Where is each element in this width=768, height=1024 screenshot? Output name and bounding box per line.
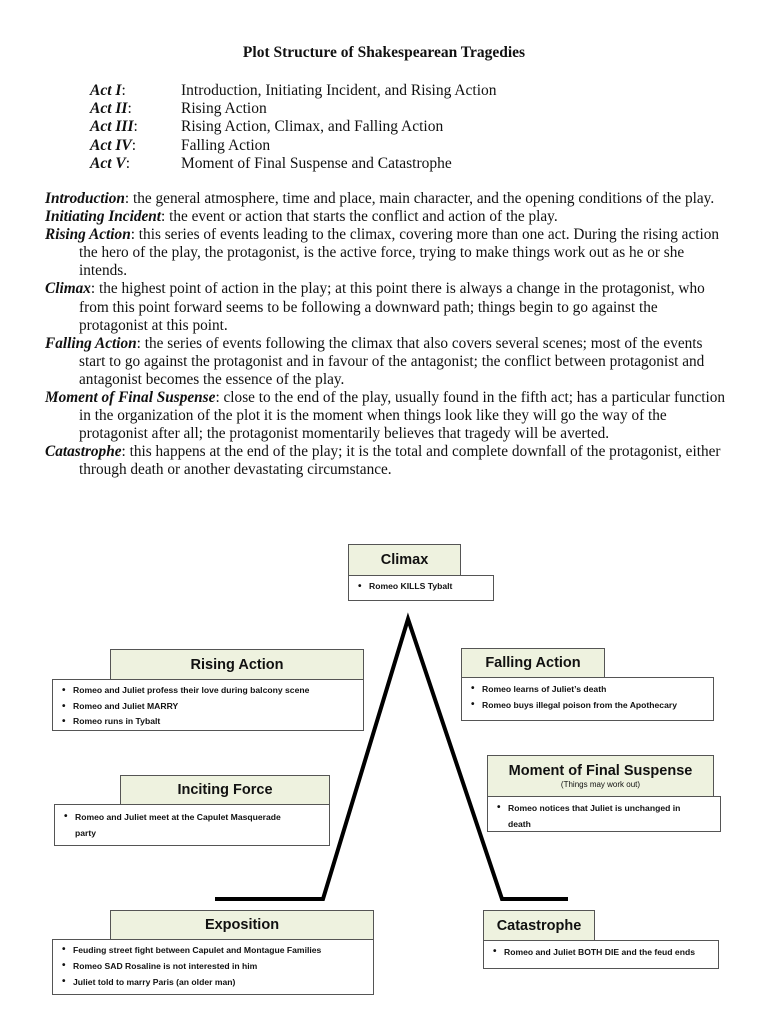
final-suspense-events xyxy=(487,796,721,832)
definition-introduction: Introduction: the general atmosphere, time and place, main character, and the opening conditions of the play. xyxy=(45,190,715,207)
list-item: • Romeo notices that Juliet is unchanged in death xyxy=(496,800,714,832)
catastrophe-events xyxy=(483,940,719,969)
catastrophe-heading: Catastrophe xyxy=(483,910,595,941)
falling-action-heading: Falling Action xyxy=(461,648,605,678)
definition-initiating-incident: Initiating Incident: the event or action that starts the conflict and action of the play. xyxy=(45,208,558,226)
list-item: • Romeo runs in Tybalt xyxy=(61,715,357,729)
act-row: Act V: Moment of Final Suspense and Catastrophe xyxy=(90,154,452,172)
act-label: Act II xyxy=(90,100,128,118)
rising-action-heading: Rising Action xyxy=(110,649,364,680)
act-description: Rising Action xyxy=(181,100,267,118)
list-item: • Romeo and Juliet BOTH DIE and the feud ends xyxy=(492,944,712,960)
climax-heading: Climax xyxy=(348,544,461,576)
act-row: Act IV: Falling Action xyxy=(90,136,271,154)
act-label: Act IV xyxy=(90,136,132,154)
definition-catastrophe: Catastrophe: this happens at the end of the play; it is the total and complete downfall of the protagonist, either through death or another devastating circumstance. xyxy=(45,443,721,479)
definition-final-suspense: Moment of Final Suspense: close to the end of the play, usually found in the fifth act; has a particular function in the organization of the plot it is the moment when things look like they will go the way of the protagonist after all; the protagonist momentarily believes that tragedy will be averted. xyxy=(45,389,726,443)
list-item: • Romeo and Juliet MARRY xyxy=(61,700,357,714)
act-label: Act I xyxy=(90,82,122,99)
final-suspense-subheading: (Things may work out) xyxy=(560,780,641,789)
exposition-heading: Exposition xyxy=(110,910,374,940)
act-row: Act III: Rising Action, Climax, and Falling Action xyxy=(90,118,444,136)
definition-climax: Climax: the highest point of action in the play; at this point there is always a change in the protagonist, who from this point forward seems to be following a downward path; things begin to go against the protagonist at this point. xyxy=(45,280,705,334)
act-description: Introduction, Initiating Incident, and Rising Action xyxy=(181,82,497,99)
act-description: Rising Action, Climax, and Falling Action xyxy=(181,118,444,136)
definition-rising-action: Rising Action: this series of events leading to the climax, covering more than one act. During the rising action the hero of the play, the protagonist, is the active force, trying to make things work out as he or she intends. xyxy=(45,226,720,280)
list-item: • Juliet told to marry Paris (an older man) xyxy=(61,974,367,990)
list-item: • Romeo SAD Rosaline is not interested in him xyxy=(61,958,367,974)
page-title: Plot Structure of Shakespearean Tragedies xyxy=(242,44,526,61)
definition-falling-action: Falling Action: the series of events following the climax that also covers several scenes; most of the events start to go against the protagonist and in favour of the antagonist; the conflict between protagonist and antagonist becomes the essence of the play. xyxy=(45,334,705,388)
exposition-events xyxy=(52,939,374,995)
inciting-force-events xyxy=(54,804,330,846)
act-label: Act III xyxy=(90,118,134,136)
list-item: • Romeo and Juliet meet at the Capulet Masquerade party xyxy=(63,809,323,841)
act-row: Act II: Rising Action xyxy=(90,100,267,118)
rising-action-events xyxy=(52,679,364,731)
final-suspense-heading: Moment of Final Suspense (Things may work out) xyxy=(487,755,714,797)
inciting-force-heading: Inciting Force xyxy=(120,775,330,805)
list-item: • Romeo buys illegal poison from the Apothecary xyxy=(470,697,707,713)
falling-action-events xyxy=(461,677,714,721)
act-label: Act V xyxy=(90,154,126,172)
act-description: Falling Action xyxy=(181,136,271,154)
list-item: • Romeo learns of Juliet’s death xyxy=(470,681,707,697)
list-item: • Feuding street fight between Capulet and Montague Families xyxy=(61,942,367,958)
list-item: • Romeo and Juliet profess their love during balcony scene xyxy=(61,684,357,698)
climax-events xyxy=(348,575,494,601)
act-row: Act I: Introduction, Initiating Incident, and Rising Action xyxy=(90,82,497,99)
act-description: Moment of Final Suspense and Catastrophe xyxy=(181,154,452,172)
list-item: • Romeo KILLS Tybalt xyxy=(357,580,487,594)
